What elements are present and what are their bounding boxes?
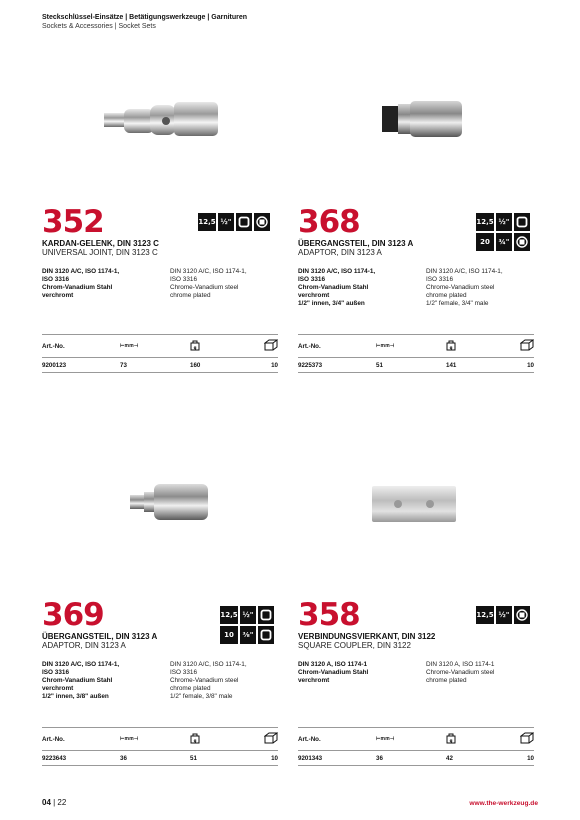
drive-mm-badge: 12,5: [476, 213, 494, 231]
length-mm-icon: ⊢mm⊣: [120, 343, 139, 349]
drive-mm-badge: 10: [220, 626, 238, 644]
table-row: 9223643 36 51 10: [42, 751, 278, 766]
specs-en: DIN 3120 A/C, ISO 1174-1, ISO 3316 Chrome-Vanadium steel chrome plated 1/2" female, 3/8" male: [170, 661, 247, 700]
drive-mm-badge: 20: [476, 233, 494, 251]
product-title: ÜBERGANGSTEIL, DIN 3123 A: [42, 632, 158, 641]
length-mm-icon: ⊢mm⊣: [376, 736, 395, 742]
specs-de: DIN 3120 A, ISO 1174-1 Chrom-Vanadium Stahl verchromt: [298, 661, 369, 684]
socket-drive-icon: [514, 233, 530, 251]
drive-size-badges-368: [476, 213, 530, 251]
product-subtitle: SQUARE COUPLER, DIN 3122: [298, 641, 411, 650]
badge-row: [476, 233, 530, 251]
article-table: [298, 727, 534, 766]
package-qty-icon: [512, 339, 534, 353]
drive-size-badges-369: [220, 606, 274, 644]
drive-mm-badge: 12,5: [198, 213, 216, 231]
drive-size-badges-358: [476, 606, 530, 624]
table-row: 9201343 36 42 10: [298, 751, 534, 766]
website-link[interactable]: www.the-werkzeug.de: [469, 800, 538, 807]
square-drive-icon: [258, 606, 274, 624]
badge-row: [220, 606, 274, 624]
badge-row: [476, 213, 530, 231]
product-subtitle: UNIVERSAL JOINT, DIN 3123 C: [42, 248, 158, 257]
product-title: ÜBERGANGSTEIL, DIN 3123 A: [298, 239, 414, 248]
socket-drive-icon: [254, 213, 270, 231]
svg-text:g: g: [449, 344, 453, 350]
socket-drive-icon: [514, 606, 530, 624]
badge-row: [220, 626, 274, 644]
universal-joint-photo: [100, 95, 225, 145]
square-drive-icon: [258, 626, 274, 644]
square-coupler-photo: [368, 480, 460, 528]
product-title: VERBINDUNGSVIERKANT, DIN 3122: [298, 632, 436, 641]
specs-en: DIN 3120 A/C, ISO 1174-1, ISO 3316 Chrome-Vanadium steel chrome plated: [170, 268, 247, 299]
drive-inch-badge: ½": [496, 606, 512, 624]
product-title: KARDAN-GELENK, DIN 3123 C: [42, 239, 159, 248]
product-subtitle: ADAPTOR, DIN 3123 A: [298, 248, 382, 257]
length-mm-icon: ⊢mm⊣: [376, 343, 395, 349]
weight-icon: [190, 733, 256, 746]
article-table: [42, 334, 278, 373]
table-header: Art.-No. ⊢mm⊣ g: [42, 334, 278, 358]
drive-inch-badge: ½": [496, 213, 512, 231]
package-qty-icon: [256, 732, 278, 746]
table-row: 9225373 51 141 10: [298, 358, 534, 373]
drive-mm-badge: 12,5: [220, 606, 238, 624]
table-header: Art.-No. ⊢mm⊣ g: [298, 334, 534, 358]
adaptor-369-photo: [128, 480, 213, 524]
product-specs: [298, 661, 544, 685]
product-number: 369: [42, 597, 104, 633]
table-header: Art.-No. ⊢mm⊣ g: [298, 727, 534, 751]
specs-de: DIN 3120 A/C, ISO 1174-1, ISO 3316 Chrom-Vanadium Stahl verchromt: [42, 268, 120, 299]
drive-inch-badge: ¾": [496, 233, 512, 251]
page-header: [42, 13, 247, 31]
drive-inch-badge: ½": [240, 606, 256, 624]
product-specs: [298, 268, 544, 308]
header-category-de: Steckschlüssel-Einsätze | Betätigungswerkzeuge | Garnituren: [42, 14, 248, 21]
weight-icon: [190, 340, 256, 353]
adaptor-368-photo: [378, 98, 468, 140]
drive-inch-badge: ⅜": [240, 626, 256, 644]
header-category-en: Sockets & Accessories | Socket Sets: [42, 23, 156, 30]
svg-text:g: g: [193, 737, 197, 743]
table-header: Art.-No. ⊢mm⊣ g: [42, 727, 278, 751]
product-specs: [42, 268, 288, 300]
specs-en: DIN 3120 A, ISO 1174-1 Chrome-Vanadium steel chrome plated: [426, 661, 495, 684]
product-specs: [42, 661, 288, 701]
page-number: 04 | 22: [42, 798, 67, 807]
article-table: [42, 727, 278, 766]
svg-text:g: g: [193, 344, 197, 350]
product-number: 352: [42, 204, 104, 240]
svg-text:g: g: [449, 737, 453, 743]
product-number: 368: [298, 204, 360, 240]
length-mm-icon: ⊢mm⊣: [120, 736, 139, 742]
product-number: 358: [298, 597, 360, 633]
specs-en: DIN 3120 A/C, ISO 1174-1, ISO 3316 Chrome-Vanadium steel chrome plated 1/2" female, 3/4" male: [426, 268, 503, 307]
weight-icon: [446, 733, 512, 746]
drive-mm-badge: 12,5: [476, 606, 494, 624]
article-table: [298, 334, 534, 373]
package-qty-icon: [256, 339, 278, 353]
specs-de: DIN 3120 A/C, ISO 1174-1, ISO 3316 Chrom-Vanadium Stahl verchromt 1/2" innen, 3/8" außen: [42, 661, 120, 700]
drive-size-badges-352: [198, 213, 270, 231]
square-drive-icon: [514, 213, 530, 231]
drive-inch-badge: ½": [218, 213, 234, 231]
specs-de: DIN 3120 A/C, ISO 1174-1, ISO 3316 Chrom-Vanadium Stahl verchromt 1/2" innen, 3/4" außen: [298, 268, 376, 307]
table-row: 9200123 73 160 10: [42, 358, 278, 373]
square-drive-icon: [236, 213, 252, 231]
product-subtitle: ADAPTOR, DIN 3123 A: [42, 641, 126, 650]
package-qty-icon: [512, 732, 534, 746]
weight-icon: [446, 340, 512, 353]
